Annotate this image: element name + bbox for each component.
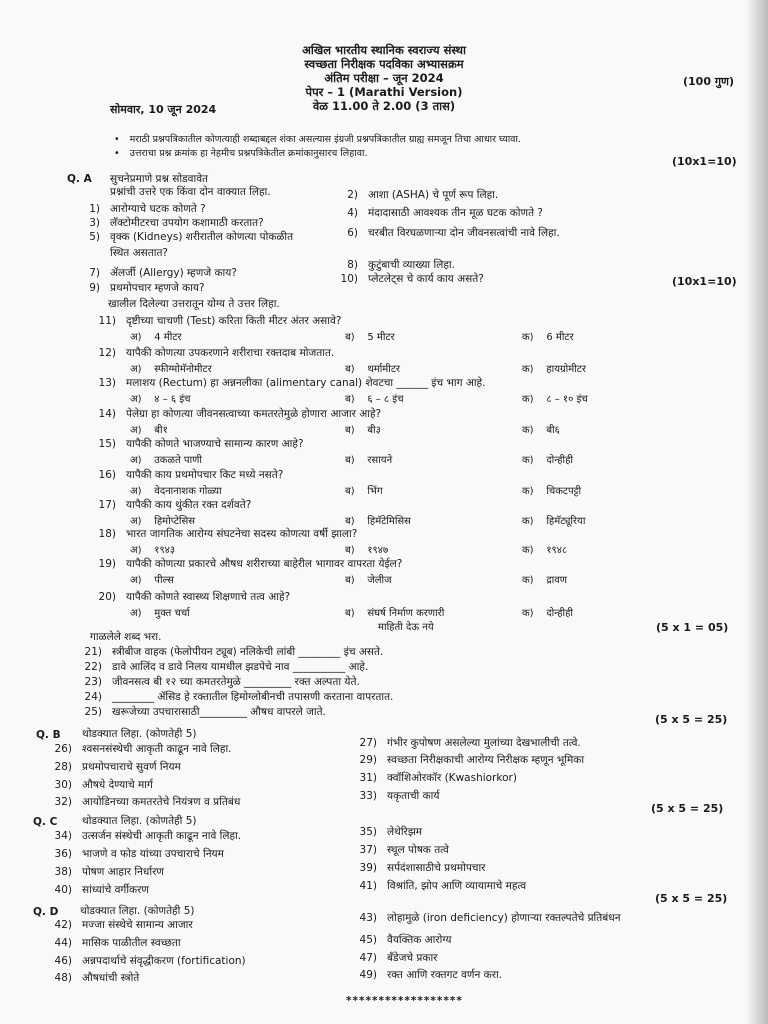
- question-number: 42): [54, 919, 72, 931]
- question-number: 38): [54, 866, 72, 878]
- option-text: ४ – ६ इंच: [154, 394, 191, 405]
- question-number: 13): [98, 377, 116, 389]
- question-number: 25): [84, 706, 102, 718]
- option-marker: क): [522, 608, 534, 619]
- option-marker: क): [522, 455, 534, 466]
- question-number: 34): [54, 830, 72, 842]
- question-number: 40): [54, 884, 72, 896]
- instruction-2: • उत्तराचा प्रश्न क्रमांक हा नेहमीच प्रश्नपत्रिकेतील क्रमांकानुसारच लिहावा.: [114, 147, 367, 161]
- option-c: [522, 572, 567, 586]
- short-question: [336, 272, 484, 286]
- question-text: खरूजेच्या उपचारासाठी_________ औषध वापरले जाते.: [112, 706, 326, 718]
- option-marker: ब): [345, 516, 355, 527]
- qd-question: [355, 911, 621, 925]
- question-text: मलाशय (Rectum) हा अन्ननलीका (alimentary canal) शेवटचा ______ इंच भाग आहे.: [126, 377, 486, 389]
- mcq-question: [94, 376, 485, 390]
- option-a: [130, 542, 175, 556]
- qc-question: [50, 829, 241, 843]
- qa-marks-1: (10x1=10): [672, 155, 737, 168]
- question-number: 12): [98, 347, 116, 359]
- option-marker: अ): [130, 425, 142, 436]
- question-text: स्थित असतात?: [110, 247, 169, 259]
- option-a: [130, 605, 190, 619]
- question-number: 41): [359, 880, 377, 892]
- qa-sub-1: प्रश्नांची उत्तरे एक किंवा दोन वाक्यात लिहा.: [110, 186, 271, 198]
- question-text: मज्जा संस्थेचे सामान्य आजार: [82, 919, 193, 931]
- question-text: पेलेग्रा हा कोणत्या जीवनसत्वाच्या कमतरतेमुळे होणारा आजार आहे?: [126, 408, 382, 420]
- question-number: 36): [54, 848, 72, 860]
- question-number: 23): [84, 676, 102, 688]
- option-text: थर्मामीटर: [367, 364, 401, 375]
- short-question: [78, 281, 205, 295]
- short-question: [336, 206, 543, 220]
- short-question: [78, 202, 206, 216]
- option-a: [130, 329, 182, 343]
- option-marker: ब): [345, 575, 355, 586]
- question-text: भाजणे व फोड यांच्या उपचाराचे नियम: [82, 848, 224, 860]
- option-c: [522, 422, 560, 436]
- question-number: 37): [359, 844, 377, 856]
- question-number: 14): [98, 408, 116, 420]
- question-number: 9): [89, 282, 100, 294]
- question-text: यापैकी काय थुंकीत रक्त दर्शवते?: [126, 499, 252, 511]
- option-text: संघर्ष निर्माण करणारी: [367, 608, 445, 619]
- qc-label: Q. C: [33, 816, 58, 828]
- option-marker: अ): [130, 486, 142, 497]
- question-text: स्वच्छता निरीक्षकाची आरोग्य निरीक्षक म्हणून भूमिका: [387, 754, 585, 766]
- qb-question: [50, 742, 232, 756]
- qa-sub-3: गाळलेले शब्द भरा.: [90, 631, 162, 643]
- short-question: [78, 266, 237, 280]
- qc-title: थोडक्यात लिहा. (कोणतेही 5): [82, 815, 197, 827]
- qd-question: [50, 954, 246, 968]
- option-marker: क): [522, 516, 534, 527]
- question-number: 11): [98, 315, 116, 327]
- option-b: [345, 452, 392, 466]
- option-c: [522, 391, 588, 405]
- option-marker: अ): [130, 394, 142, 405]
- question-text: कुटुंबाची व्याख्या लिहा.: [368, 259, 455, 271]
- question-text: लॅक्टोमीटरचा उपयोग कशामाठी करतात?: [110, 217, 264, 229]
- fill-blank-question: [80, 660, 368, 674]
- option-marker: अ): [130, 545, 142, 556]
- question-number: 8): [347, 259, 358, 271]
- question-text: श्वसनसंस्थेची आकृती काढून नावे लिहा.: [82, 743, 232, 755]
- option-text: ८ – १० इंच: [546, 394, 588, 405]
- qa-title: सुचनेप्रमाणे प्रश्न सोडवावेत: [110, 173, 209, 185]
- option-b: [345, 361, 400, 375]
- exam-time: वेळ 11.00 ते 2.00 (3 तास): [312, 99, 456, 113]
- qb-question: [355, 771, 517, 785]
- option-marker: ब): [345, 455, 355, 466]
- question-text: औषधे देण्याचे मार्ग: [82, 779, 153, 791]
- option-a: [130, 513, 195, 527]
- option-marker: ब): [345, 332, 355, 343]
- option-text: १९४८: [546, 545, 568, 556]
- option-b: [345, 605, 444, 619]
- option-b-continued: माहिती देऊ नये: [378, 622, 434, 633]
- question-number: 46): [54, 955, 72, 967]
- qd-question: [50, 918, 193, 932]
- question-number: 45): [359, 934, 377, 946]
- option-b: [345, 391, 404, 405]
- fill-blank-question: [80, 675, 360, 689]
- option-a: [130, 452, 202, 466]
- question-text: आयोडिनच्या कमतरतेचे नियंत्रण व प्रतिबंध: [82, 796, 241, 808]
- question-text: उत्सर्जन संस्थेची आकृती काढून नावे लिहा.: [82, 830, 242, 842]
- qc-question: [355, 843, 449, 857]
- option-text: जेलीज: [367, 575, 392, 586]
- question-number: 2): [347, 189, 358, 201]
- short-question: [336, 226, 560, 240]
- question-number: 44): [54, 937, 72, 949]
- question-number: 5): [89, 231, 100, 243]
- question-text: क्वॉशिओरकॉर (Kwashiorkor): [387, 772, 517, 784]
- qb-question: [355, 789, 439, 803]
- short-question: [78, 246, 168, 260]
- qa-marks-2: (10x1=10): [672, 275, 737, 288]
- question-number: 19): [98, 558, 116, 570]
- question-text: यापैकी काय प्रथमोपचार किट मध्ये नसते?: [126, 469, 284, 481]
- question-text: यापैकी कोणत्या प्रकारचे औषध शरीराच्या बाहेरील भागावर वापरता येईल?: [126, 558, 403, 570]
- qc-question: [50, 865, 164, 879]
- qa-sub-2: खालील दिलेल्या उत्तरातून योग्य ते उत्तर लिहा.: [108, 298, 280, 310]
- instruction-1: • मराठी प्रश्नपत्रिकातील कोणत्याही शब्दाबद्दल शंका असल्यास इंग्रजी प्रश्नपत्रिकातील ग्राह्य समजून तिचा आधार घ्यावा.: [114, 133, 521, 147]
- option-text: उकळते पाणी: [154, 455, 202, 466]
- option-c: [522, 513, 585, 527]
- option-text: वेदनानाशक गोळ्या: [154, 486, 222, 497]
- qb-question: [50, 795, 240, 809]
- option-marker: क): [522, 425, 534, 436]
- question-text: ॲलर्जी (Allergy) म्हणजे काय?: [110, 267, 237, 279]
- paper-title: पेपर – 1 (Marathi Version): [305, 85, 463, 99]
- question-text: जीवनसत्व बी १२ च्या कमतरतेमुळे _________ रक्त अल्पता येते.: [112, 676, 360, 688]
- exam-date: सोमवार, 10 जून 2024: [110, 103, 217, 116]
- option-marker: ब): [345, 364, 355, 375]
- question-number: 39): [359, 862, 377, 874]
- question-text: अन्नपदार्थाचे संवृद्धीकरण (fortification): [82, 955, 246, 967]
- institution-name: अखिल भारतीय स्थानिक स्वराज्य संस्था: [302, 43, 466, 57]
- option-b: [345, 329, 395, 343]
- short-question: [336, 188, 498, 202]
- option-c: [522, 542, 567, 556]
- question-number: 7): [89, 267, 100, 279]
- option-text: मुक्त चर्चा: [154, 608, 190, 619]
- question-text: रक्त आणि रक्तगट वर्णन करा.: [387, 969, 503, 981]
- option-marker: क): [522, 575, 534, 586]
- question-text: गंभीर कुपोषण असलेल्या मुलांच्या देखभालीची तत्वे.: [387, 737, 581, 749]
- option-text: १९४३: [154, 545, 176, 556]
- option-a: [130, 422, 168, 436]
- question-number: 17): [98, 499, 116, 511]
- question-text: भारत जागतिक आरोग्य संघटनेचा सदस्य कोणत्या वर्षी झाला?: [126, 528, 358, 540]
- mcq-question: [94, 437, 304, 451]
- qd-title: थोडक्यात लिहा. (कोणतेही 5): [80, 905, 195, 917]
- question-number: 6): [347, 227, 358, 239]
- question-number: 43): [359, 912, 377, 924]
- qc-question: [50, 847, 224, 861]
- option-text: 4 मीटर: [154, 332, 182, 343]
- option-text: हिमॅट्यूरिया: [546, 516, 586, 527]
- question-number: 47): [359, 952, 377, 964]
- option-text: ६ – ८ इंच: [367, 394, 404, 405]
- question-text: वैयक्तिक आरोग्य: [387, 934, 452, 946]
- qd-question: [355, 933, 451, 947]
- mcq-question: [94, 346, 334, 360]
- option-text: द्रावण: [546, 575, 568, 586]
- mcq-question: [94, 314, 341, 328]
- option-c: [522, 329, 574, 343]
- qb-label: Q. B: [36, 729, 61, 741]
- qa-label: Q. A: [67, 173, 92, 185]
- footer-stars: ******************: [346, 995, 463, 1007]
- qc-question: [50, 883, 149, 897]
- question-text: सांध्यांचे वर्गीकरण: [82, 884, 149, 896]
- option-marker: क): [522, 545, 534, 556]
- qb-marks: (5 x 5 = 25): [655, 713, 728, 726]
- option-text: स्फीग्मोमॅनोमीटर: [154, 364, 212, 375]
- qd-label: Q. D: [33, 906, 59, 918]
- question-text: दृष्टीच्या चाचणी (Test) करिता किती मीटर अंतर असावे?: [126, 315, 342, 327]
- question-text: वृक्क (Kidneys) शरीरातील कोणत्या पोकळीत: [110, 231, 294, 243]
- option-text: पील्स: [154, 575, 174, 586]
- scan-edge-shadow: [746, 0, 768, 1024]
- qb-title: थोडक्यात लिहा. (कोणतेही 5): [82, 728, 197, 740]
- question-text: आशा (ASHA) चे पूर्ण रूप लिहा.: [368, 189, 499, 201]
- qd-question: [50, 971, 139, 985]
- option-text: हिमॅटेमिसिस: [367, 516, 411, 527]
- question-number: 31): [359, 772, 377, 784]
- qc-question: [355, 825, 422, 839]
- option-a: [130, 361, 212, 375]
- option-text: भिंग: [367, 486, 383, 497]
- question-number: 26): [54, 743, 72, 755]
- option-marker: ब): [345, 545, 355, 556]
- short-question: [78, 216, 264, 230]
- question-text: ________ ॲसिड हे रक्तातील हिमोग्लोबीनची तपासणी करताना वापरतात.: [112, 691, 394, 703]
- mcq-question: [94, 590, 290, 604]
- option-b: [345, 542, 388, 556]
- option-marker: अ): [130, 455, 142, 466]
- question-number: 29): [359, 754, 377, 766]
- question-text: यापैकी कोणते स्वास्थ्य शिक्षणाचे तत्व आहे?: [126, 591, 291, 603]
- option-text: चिकटपट्टी: [546, 486, 582, 497]
- qc-marks: (5 x 5 = 25): [651, 802, 724, 815]
- mcq-question: [94, 557, 402, 571]
- fill-blank-question: [80, 690, 393, 704]
- exam-name: अंतिम परीक्षा – जून 2024: [324, 71, 444, 85]
- option-text: 5 मीटर: [367, 332, 395, 343]
- fill-blank-question: [80, 705, 326, 719]
- option-text: बी३: [367, 425, 381, 436]
- option-text: दोन्हीही: [546, 608, 574, 619]
- option-a: [130, 572, 174, 586]
- question-text: पोषण आहार निर्धारण: [82, 866, 164, 878]
- option-text: रसायने: [367, 455, 393, 466]
- mcq-question: [94, 407, 381, 421]
- short-question: [336, 258, 455, 272]
- question-text: स्थूल पोषक तत्वे: [387, 844, 449, 856]
- option-marker: क): [522, 486, 534, 497]
- question-text: प्लेटलेट्स चे कार्य काय असते?: [368, 273, 484, 285]
- qa-marks-3: (5 x 1 = 05): [656, 621, 729, 634]
- option-marker: अ): [130, 332, 142, 343]
- qd-marks: (5 x 5 = 25): [655, 892, 728, 905]
- option-marker: अ): [130, 575, 142, 586]
- qc-question: [355, 879, 526, 893]
- option-c: [522, 605, 573, 619]
- question-number: 18): [98, 528, 116, 540]
- mcq-question: [94, 498, 251, 512]
- option-marker: ब): [345, 486, 355, 497]
- option-marker: अ): [130, 608, 142, 619]
- option-text: बी६: [546, 425, 560, 436]
- question-text: यकृताची कार्य: [387, 790, 440, 802]
- question-number: 49): [359, 969, 377, 981]
- question-number: 20): [98, 591, 116, 603]
- question-number: 33): [359, 790, 377, 802]
- option-a: [130, 391, 190, 405]
- option-b: [345, 513, 411, 527]
- question-number: 48): [54, 972, 72, 984]
- question-text: सर्पदंशासाठीचे प्रथमोपचार: [387, 862, 486, 874]
- option-text: हिमोप्टेसिस: [154, 516, 196, 527]
- question-text: विश्रांति, झोप आणि व्यायामाचे महत्व: [387, 880, 527, 892]
- question-number: 10): [340, 273, 358, 285]
- option-marker: ब): [345, 608, 355, 619]
- question-text: यापैकी कोणत्या उपकरणाने शरीराचा रक्तदाब मोजतात.: [126, 347, 335, 359]
- question-text: आरोग्याचे घटक कोणते ?: [110, 203, 206, 215]
- question-text: यापैकी कोणते भाजण्याचे सामान्य कारण आहे?: [126, 438, 304, 450]
- question-number: 35): [359, 826, 377, 838]
- option-c: [522, 361, 586, 375]
- qc-question: [355, 861, 485, 875]
- option-text: बी१: [154, 425, 168, 436]
- question-text: प्रथमोपचाराचे सुवर्ण नियम: [82, 761, 181, 773]
- question-text: बँडेजचे प्रकार: [387, 952, 438, 964]
- option-b: [345, 422, 381, 436]
- qb-question: [50, 760, 181, 774]
- short-question: [78, 230, 293, 244]
- option-text: 6 मीटर: [546, 332, 574, 343]
- question-text: मासिक पाळीतील स्वच्छता: [82, 937, 181, 949]
- qb-question: [50, 778, 153, 792]
- question-number: 32): [54, 796, 72, 808]
- question-text: लेथेरिझम: [387, 826, 423, 838]
- question-number: 3): [89, 217, 100, 229]
- option-marker: क): [522, 394, 534, 405]
- option-marker: अ): [130, 516, 142, 527]
- option-b: [345, 483, 383, 497]
- option-text: दोन्हीही: [546, 455, 574, 466]
- question-text: औषधांची स्त्रोते: [82, 972, 140, 984]
- question-number: 1): [89, 203, 100, 215]
- question-number: 28): [54, 761, 72, 773]
- total-marks: (100 गुण): [683, 75, 734, 88]
- qb-question: [355, 753, 584, 767]
- question-number: 22): [84, 661, 102, 673]
- mcq-question: [94, 527, 357, 541]
- option-marker: क): [522, 332, 534, 343]
- question-number: 30): [54, 779, 72, 791]
- option-text: १९४७: [367, 545, 389, 556]
- option-a: [130, 483, 222, 497]
- question-number: 21): [84, 646, 102, 658]
- option-text: हायग्रोमीटर: [546, 364, 586, 375]
- question-number: 16): [98, 469, 116, 481]
- course-name: स्वच्छता निरीक्षक पदविका अभ्यासक्रम: [304, 57, 464, 71]
- option-marker: ब): [345, 394, 355, 405]
- question-number: 27): [359, 737, 377, 749]
- qd-question: [355, 968, 502, 982]
- question-text: मंदादासाठी आवश्यक तीन मूळ घटक कोणते ?: [368, 207, 544, 219]
- question-number: 4): [347, 207, 358, 219]
- question-text: चरबीत विरघळणाऱ्या दोन जीवनसत्वांची नावे लिहा.: [368, 227, 560, 239]
- option-marker: क): [522, 364, 534, 375]
- qb-question: [355, 736, 581, 750]
- option-c: [522, 483, 581, 497]
- question-text: प्रथमोपचार म्हणजे काय?: [110, 282, 205, 294]
- question-text: डावे आलिंद व डावे निलय यामधील झडपेचे नाव __________ आहे.: [112, 661, 369, 673]
- mcq-question: [94, 468, 283, 482]
- qd-question: [50, 936, 181, 950]
- question-text: स्त्रीबीज वाहक (फेलोपीयन ट्यूब) नलिकेची लांबी ________ इंच असते.: [112, 646, 384, 658]
- question-text: लोहामुळे (iron deficiency) होणाऱ्या रक्तल्पतेचे प्रतिबंधन: [387, 912, 621, 924]
- option-marker: अ): [130, 364, 142, 375]
- question-number: 15): [98, 438, 116, 450]
- question-number: 24): [84, 691, 102, 703]
- fill-blank-question: [80, 645, 383, 659]
- option-c: [522, 452, 573, 466]
- qd-question: [355, 951, 437, 965]
- option-marker: ब): [345, 425, 355, 436]
- option-b: [345, 572, 392, 586]
